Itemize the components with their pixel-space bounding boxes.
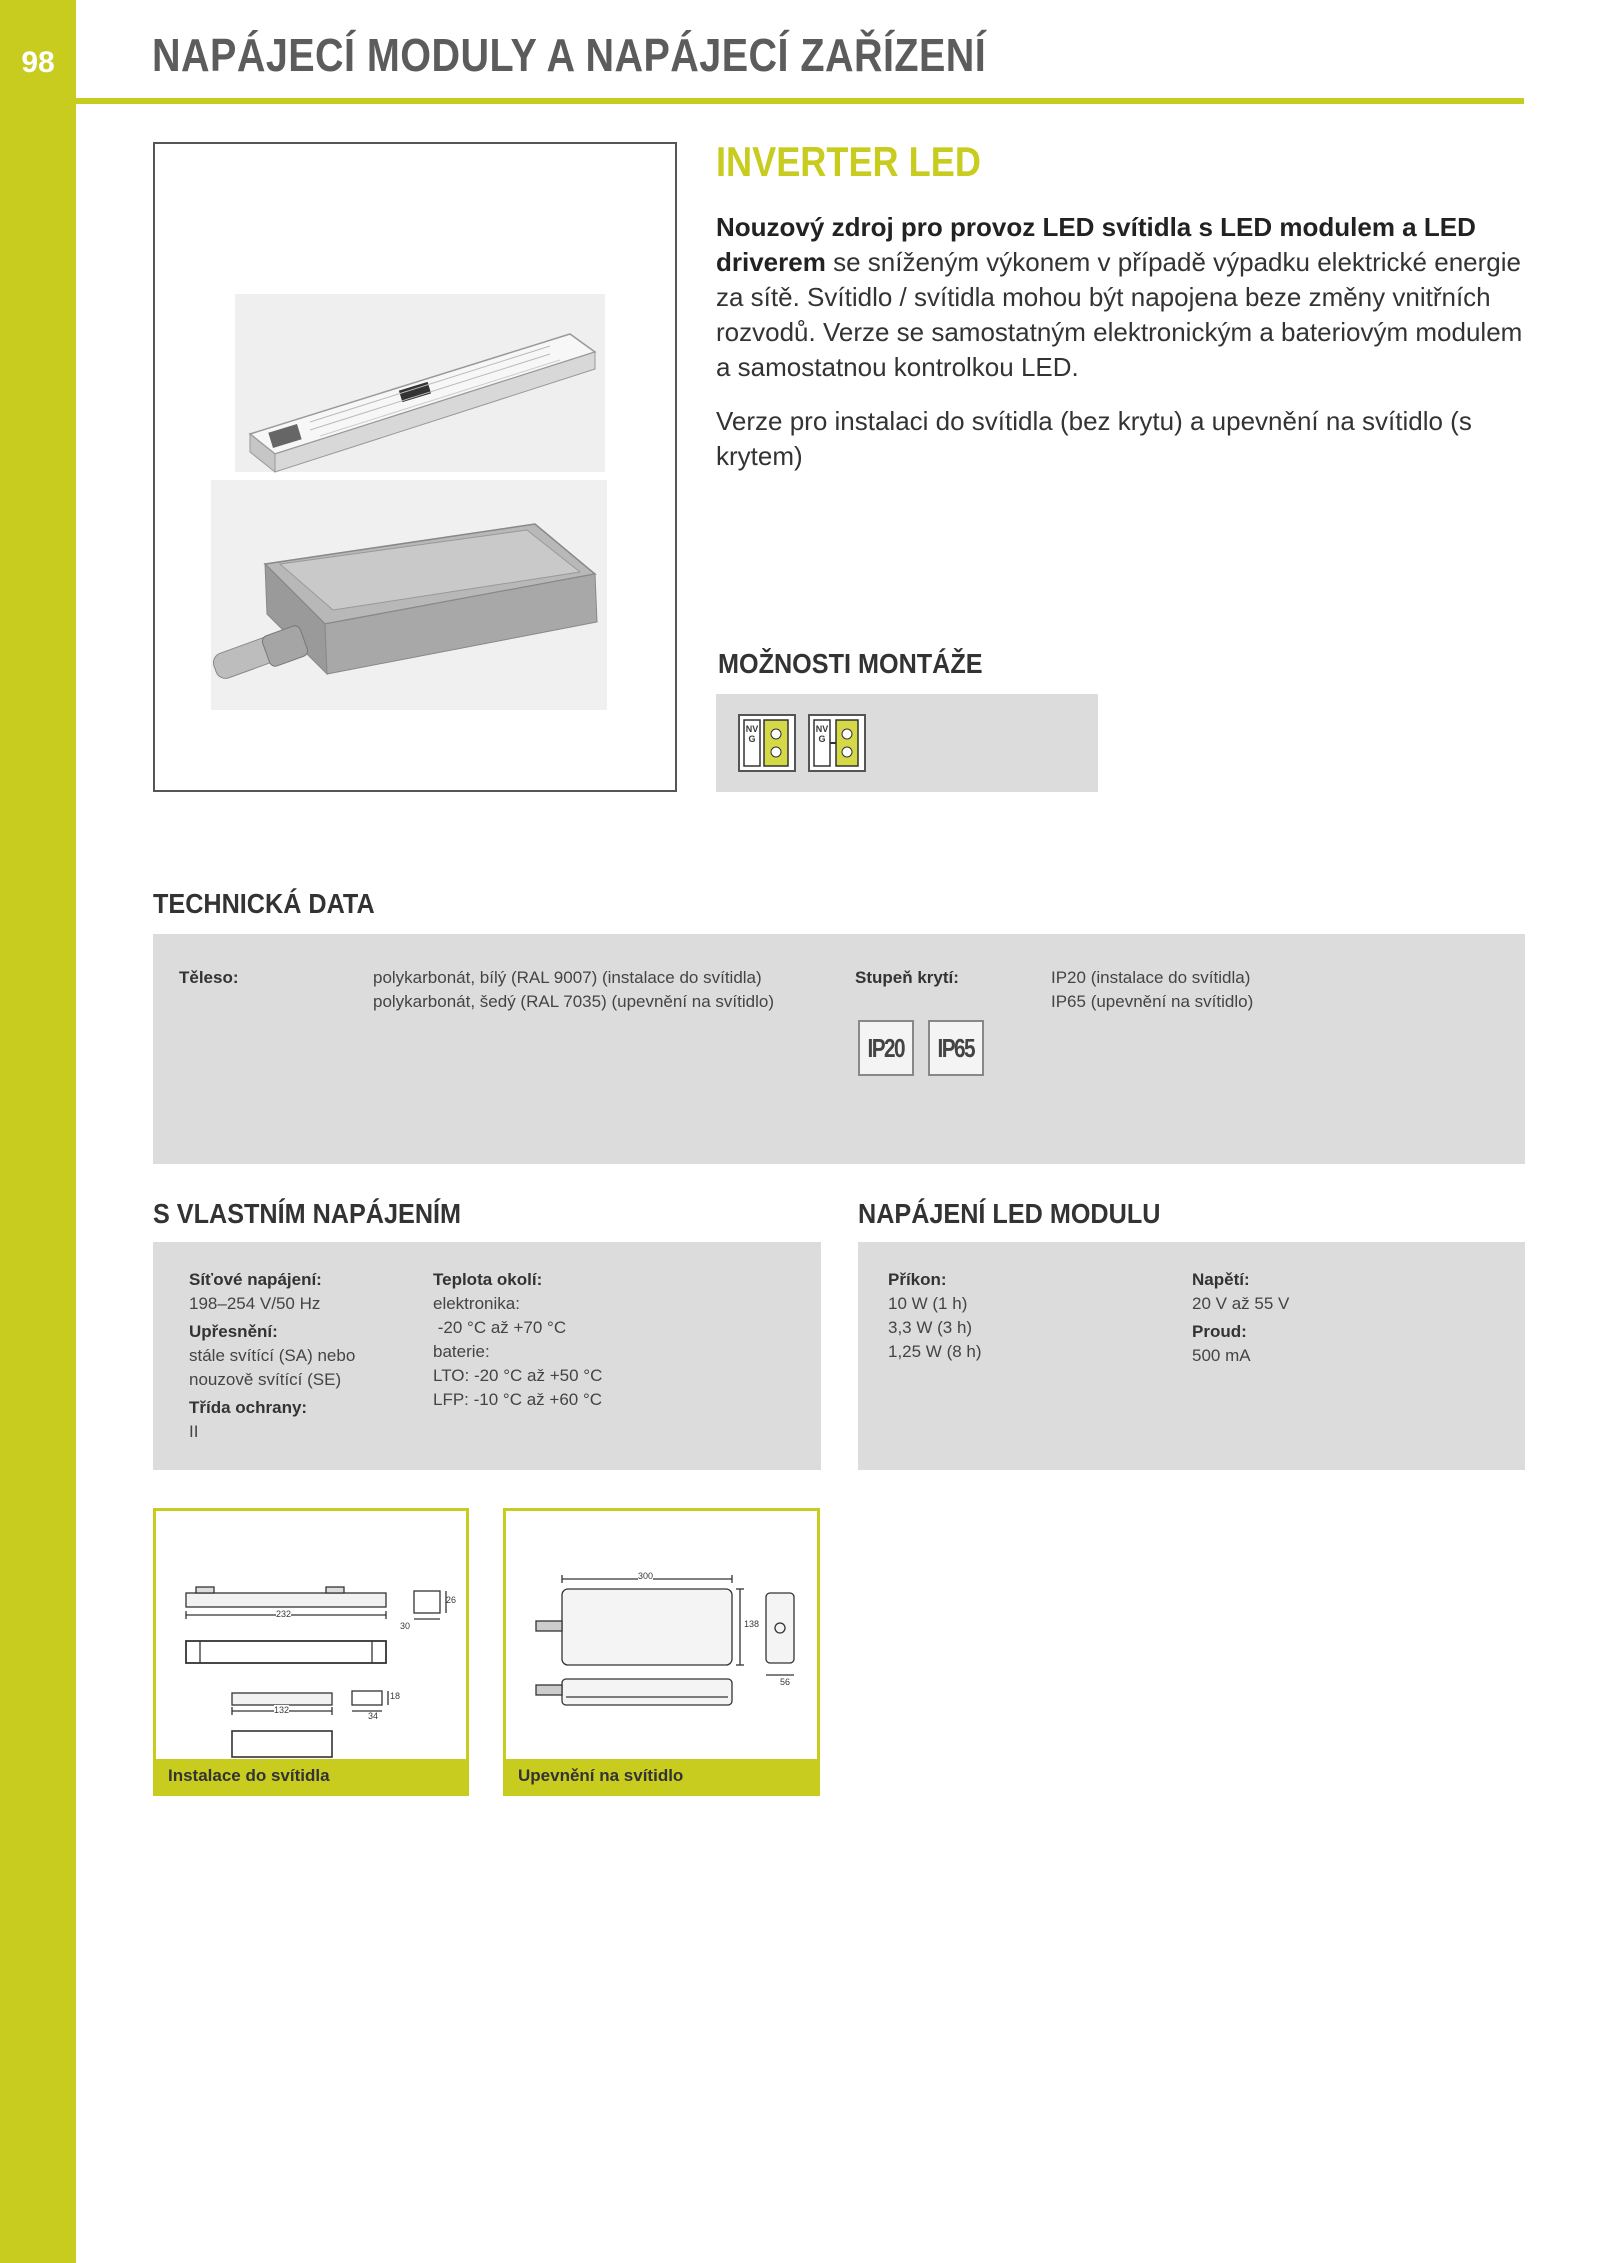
voltage-value: 20 V až 55 V xyxy=(1192,1294,1290,1313)
product-photos xyxy=(155,144,675,790)
ip65-badge: IP65 xyxy=(928,1020,984,1076)
page-sidebar xyxy=(0,0,76,2263)
spec-value-1: stále svítící (SA) nebo xyxy=(189,1346,356,1365)
dim-label: 132 xyxy=(274,1705,290,1715)
power-value-1: 10 W (1 h) xyxy=(888,1294,968,1313)
drawing-caption: Instalace do svítidla xyxy=(156,1759,466,1793)
tech-data-title: TECHNICKÁ DATA xyxy=(153,888,375,919)
product-description-lead: Nouzový zdroj pro provoz LED svítidla s LED modulem a LED driverem xyxy=(716,212,1476,277)
surface-mount-dimension-drawing xyxy=(506,1511,817,1761)
current-value: 500 mA xyxy=(1192,1346,1251,1365)
drawing-surface-mount xyxy=(503,1508,820,1796)
ip-label: Stupeň krytí: xyxy=(855,968,959,987)
spec-label: Upřesnění: xyxy=(189,1322,278,1341)
class-label: Třída ochrany: xyxy=(189,1398,308,1417)
page-title: NAPÁJECÍ MODULY A NAPÁJECÍ ZAŘÍZENÍ xyxy=(152,29,987,81)
power-value-3: 1,25 W (8 h) xyxy=(888,1342,982,1361)
mount-icon-label: NVG xyxy=(815,724,829,744)
dim-label: 30 xyxy=(400,1621,411,1631)
mount-surface-icon xyxy=(808,714,866,772)
dim-label: 56 xyxy=(780,1677,791,1687)
current-label: Proud: xyxy=(1192,1322,1247,1341)
temp-line: baterie: xyxy=(433,1342,490,1361)
spec-value-2: nouzově svítící (SE) xyxy=(189,1370,342,1389)
mains-label: Síťové napájení: xyxy=(189,1270,322,1289)
ip20-badge: IP20 xyxy=(858,1020,914,1076)
ip-value-2: IP65 (upevnění na svítidlo) xyxy=(1051,992,1254,1011)
led-module-box xyxy=(858,1242,1525,1470)
product-image-frame xyxy=(153,142,677,792)
dim-label: 26 xyxy=(446,1595,457,1605)
body-value-2: polykarbonát, šedý (RAL 7035) (upevnění na svítidlo) xyxy=(373,992,774,1011)
temp-line: LTO: -20 °C až +50 °C xyxy=(433,1366,603,1385)
temp-line: elektronika: xyxy=(433,1294,520,1313)
power-value-2: 3,3 W (3 h) xyxy=(888,1318,973,1337)
voltage-label: Napětí: xyxy=(1192,1270,1250,1289)
class-value: II xyxy=(189,1422,199,1441)
drawing-built-in xyxy=(153,1508,469,1796)
self-powered-box xyxy=(153,1242,821,1470)
ip-value-1: IP20 (instalace do svítidla) xyxy=(1051,968,1251,987)
product-description-rest: se sníženým výkonem v případě výpadku elektrické energie za sítě. Svítidlo / svítidla mohou být napojena beze změny vnitřních rozvodů. Verze se samostatným elektronickým a bateriovým modulem a samostatnou kontrolkou LED. xyxy=(716,247,1523,382)
mount-icon-label: NVG xyxy=(745,724,759,744)
body-label: Těleso: xyxy=(179,968,239,987)
tech-data-box xyxy=(153,934,1525,1164)
dim-label: 138 xyxy=(744,1619,760,1629)
temp-line: -20 °C až +70 °C xyxy=(433,1318,567,1337)
mount-built-in-icon xyxy=(738,714,796,772)
drawing-caption: Upevnění na svítidlo xyxy=(506,1759,817,1793)
built-in-dimension-drawing xyxy=(156,1511,466,1761)
mounting-title: MOŽNOSTI MONTÁŽE xyxy=(718,648,983,679)
led-module-title: NAPÁJENÍ LED MODULU xyxy=(858,1198,1161,1229)
dim-label: 300 xyxy=(638,1571,654,1581)
temp-line: LFP: -10 °C až +60 °C xyxy=(433,1390,603,1409)
product-title: INVERTER LED xyxy=(716,138,981,185)
power-label: Příkon: xyxy=(888,1270,947,1289)
mains-value: 198–254 V/50 Hz xyxy=(189,1294,321,1313)
page-number: 98 xyxy=(21,46,55,79)
title-divider xyxy=(76,98,1524,104)
dim-label: 34 xyxy=(368,1711,379,1721)
self-powered-title: S VLASTNÍM NAPÁJENÍM xyxy=(153,1198,462,1229)
dim-label: 18 xyxy=(390,1691,401,1701)
dim-label: 232 xyxy=(276,1609,292,1619)
product-description xyxy=(716,210,1526,385)
body-value-1: polykarbonát, bílý (RAL 9007) (instalace do svítidla) xyxy=(373,968,762,987)
product-versions: Verze pro instalaci do svítidla (bez krytu) a upevnění na svítidlo (s krytem) xyxy=(716,406,1472,471)
temp-label: Teplota okolí: xyxy=(433,1270,543,1289)
mounting-box xyxy=(716,694,1098,792)
